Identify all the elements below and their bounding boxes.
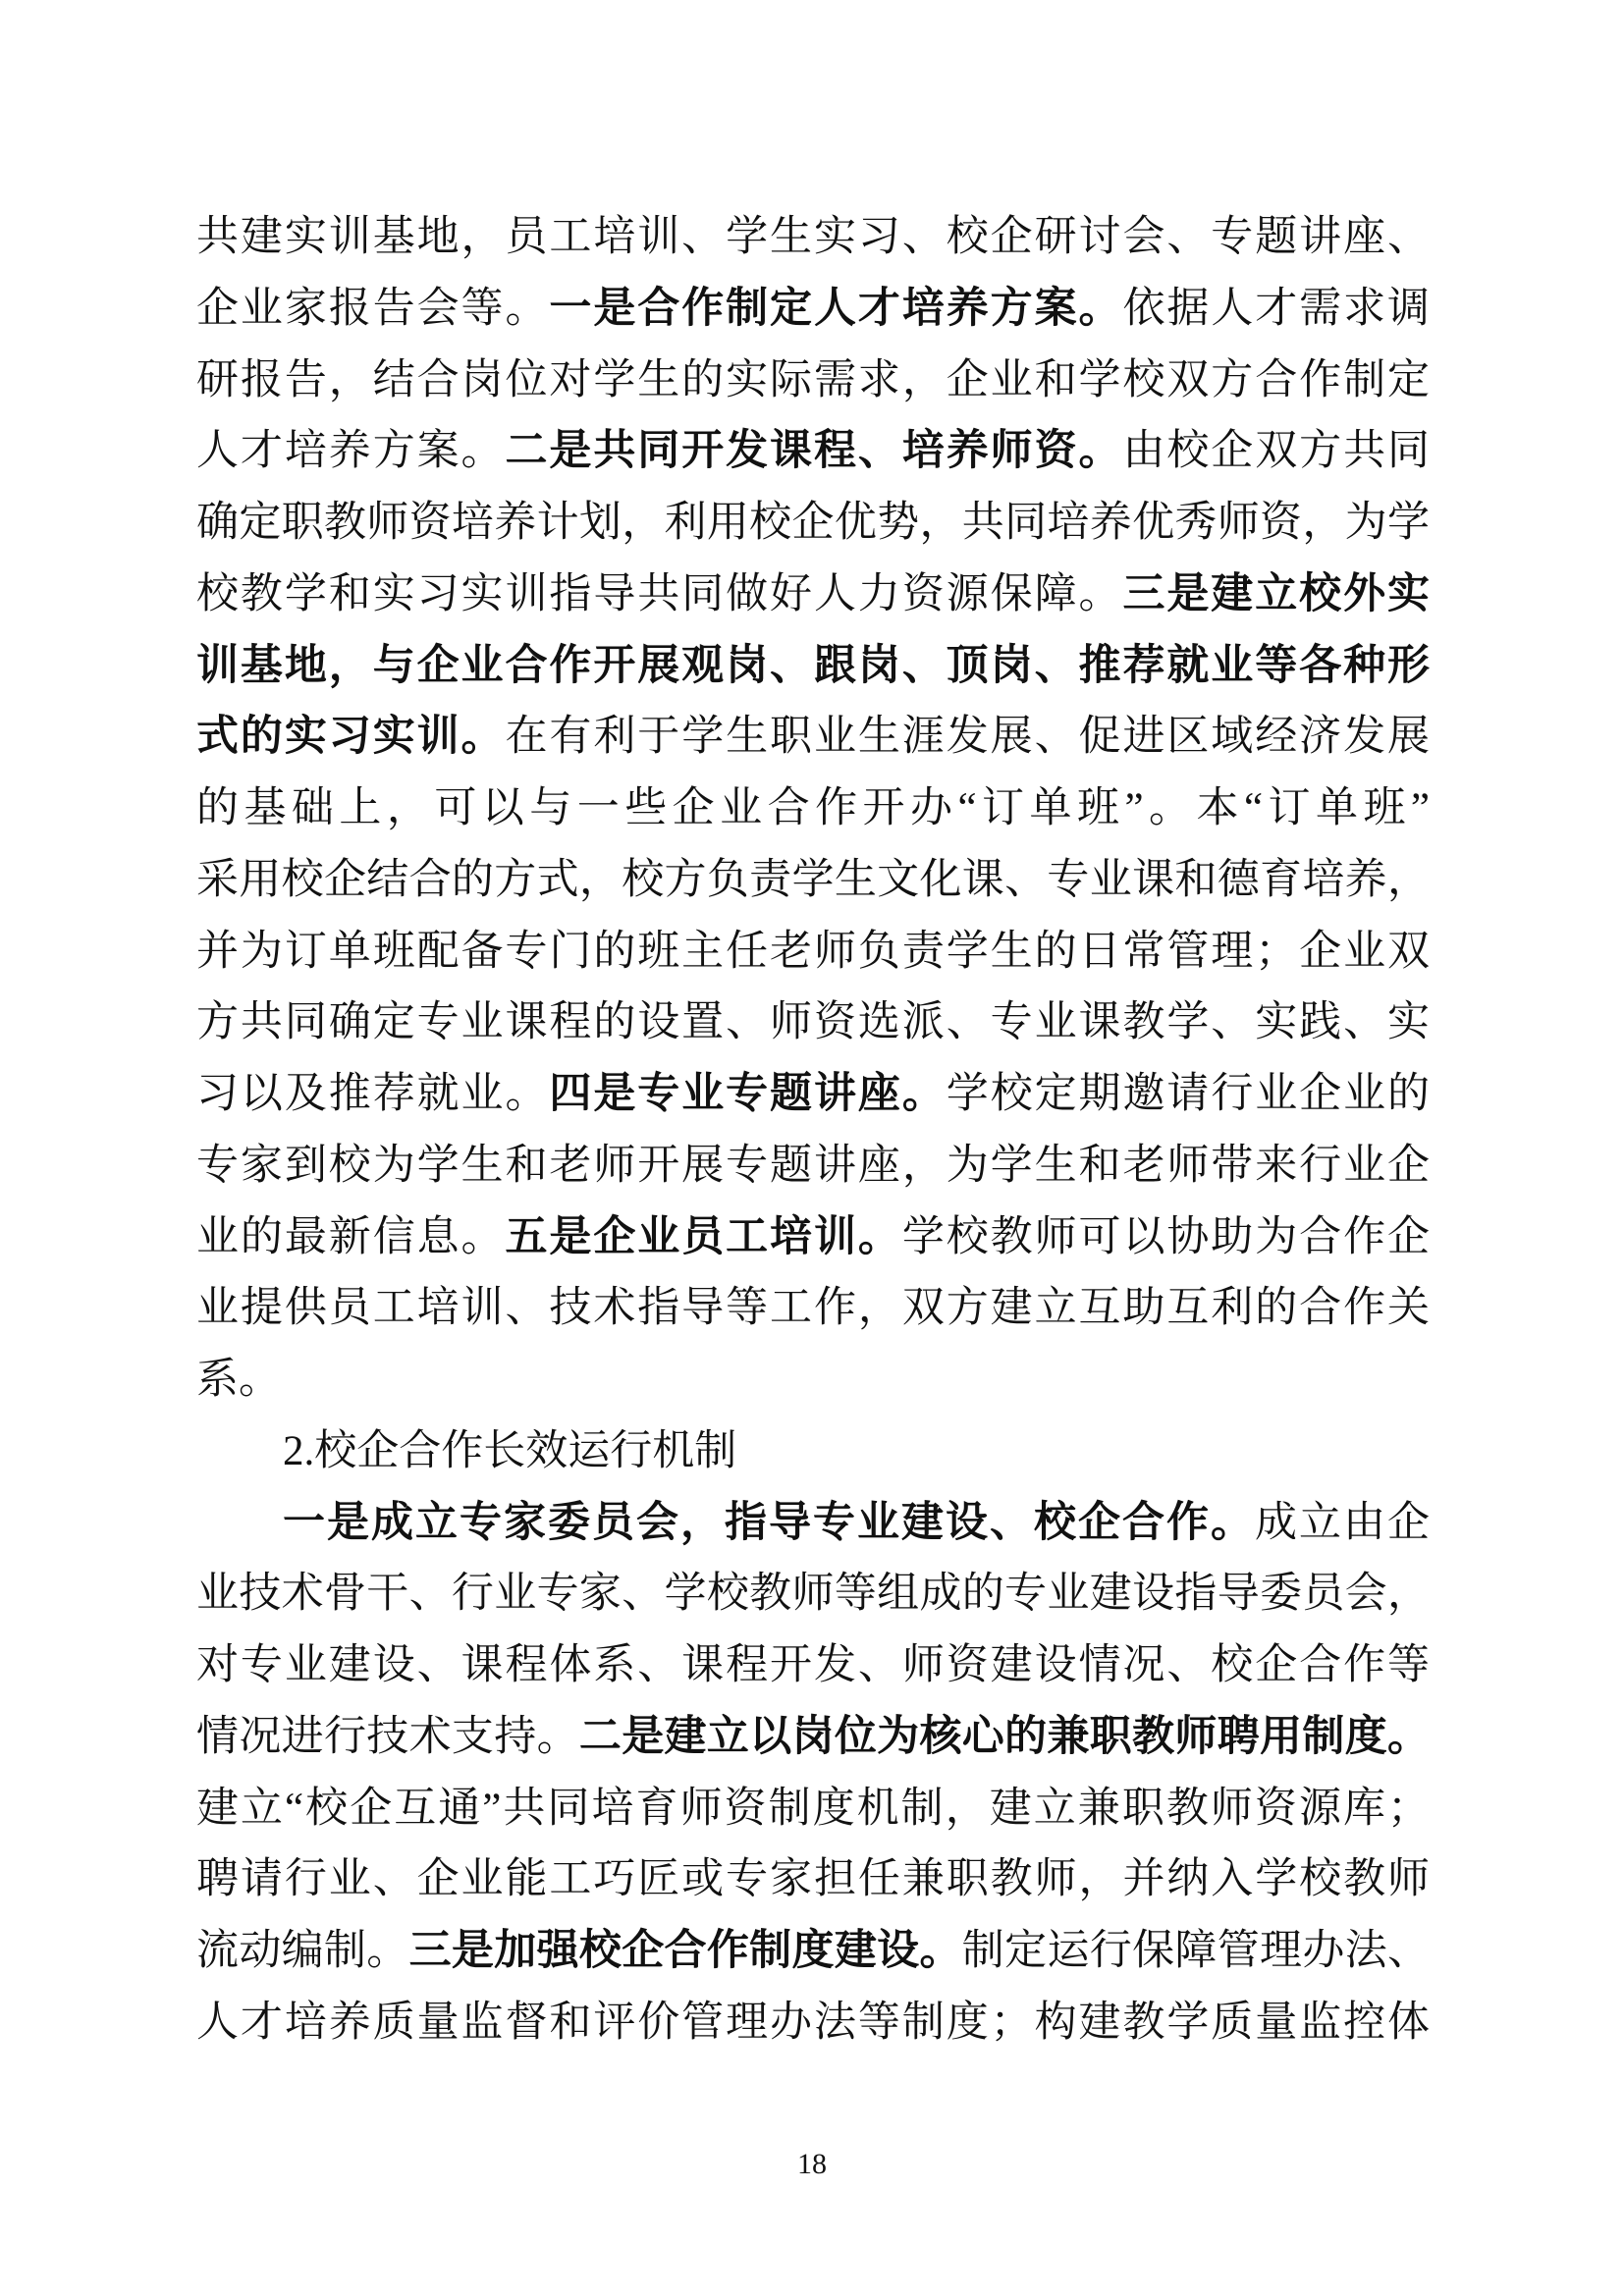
bold-text-run: 二是建立以岗位为核心的兼职教师聘用制度。	[578, 1713, 1430, 1760]
text-line	[196, 1273, 1430, 1345]
text-run: 研报告，结合岗位对学生的实际需求，企业和学校双方合作制定	[196, 356, 1430, 403]
text-line	[196, 416, 1430, 488]
text-run: 系。	[196, 1357, 281, 1403]
text-run: 在有利于学生职业生涯发展、促进区域经济发展	[505, 714, 1430, 761]
text-run: 采用校企结合的方式，校方负责学生文化课、专业课和德育培养，	[196, 856, 1430, 903]
text-line	[196, 774, 1430, 845]
text-run: 人才培养质量监督和评价管理办法等制度；构建教学质量监控体	[196, 1999, 1430, 2046]
text-line	[196, 1988, 1430, 2059]
bold-text-run: 三是加强校企合作制度建设。	[408, 1928, 962, 1974]
text-line	[196, 560, 1430, 631]
bold-text-run: 一是成立专家委员会，指导专业建设、校企合作。	[283, 1499, 1255, 1546]
text-run: 业的最新信息。	[196, 1213, 506, 1260]
text-line	[196, 1559, 1430, 1630]
text-run: 业技术骨干、行业专家、学校教师等组成的专业建设指导委员会，	[196, 1571, 1430, 1618]
text-line	[196, 488, 1430, 560]
text-run: 学校教师可以协助为合作企	[901, 1213, 1430, 1260]
text-run: 人才培养方案。	[196, 428, 506, 475]
text-run: 专家到校为学生和老师开展专题讲座，为学生和老师带来行业企	[196, 1142, 1430, 1189]
text-run: 由校企双方共同	[1122, 428, 1430, 475]
text-line	[196, 1844, 1430, 1916]
text-run: 共建实训基地，员工培训、学生实习、校企研讨会、专题讲座、	[196, 214, 1430, 260]
text-run: 企业家报告会等。	[196, 285, 550, 332]
text-run: 确定职教师资培养计划，利用校企优势，共同培养优秀师资，为学	[196, 500, 1430, 546]
text-line	[196, 1131, 1430, 1202]
text-line	[196, 702, 1430, 774]
text-line	[196, 1916, 1430, 1988]
text-line	[196, 202, 1430, 274]
bold-text-run: 四是专业专题讲座。	[549, 1071, 947, 1117]
text-run: 建立“校企互通”共同培育师资制度机制，建立兼职教师资源库；	[196, 1785, 1430, 1832]
text-line	[196, 1702, 1430, 1774]
text-run: 成立由企	[1255, 1499, 1430, 1546]
text-line	[196, 1630, 1430, 1702]
text-run: 情况进行技术支持。	[196, 1713, 579, 1760]
text-line	[196, 1059, 1430, 1131]
text-line	[196, 845, 1430, 917]
text-run: 对专业建设、课程体系、课程开发、师资建设情况、校企合作等	[196, 1642, 1430, 1688]
text-line	[196, 1488, 1430, 1560]
page-number: 18	[797, 2148, 827, 2180]
text-run: 方共同确定专业课程的设置、师资选派、专业课教学、实践、实	[196, 999, 1430, 1046]
bold-text-run: 一是合作制定人才培养方案。	[549, 285, 1123, 332]
text-run: 的基础上，可以与一些企业合作开办“订单班”。本“订单班”	[196, 785, 1430, 831]
text-line	[196, 1416, 1430, 1488]
text-run: 业提供员工培训、技术指导等工作，双方建立互助互利的合作关	[196, 1285, 1430, 1332]
bold-text-run: 五是企业员工培训。	[505, 1213, 902, 1260]
text-line	[196, 988, 1430, 1059]
text-line	[196, 274, 1430, 346]
text-run: 校教学和实习实训指导共同做好人力资源保障。	[196, 570, 1123, 617]
text-run: 流动编制。	[196, 1928, 409, 1974]
text-run: 制定运行保障管理办法、	[961, 1928, 1430, 1974]
text-block	[196, 202, 1430, 2059]
text-run: 2.校企合作长效运行机制	[283, 1427, 737, 1474]
text-line	[196, 1202, 1430, 1274]
bold-text-run: 三是建立校外实	[1122, 570, 1430, 617]
text-line	[196, 346, 1430, 417]
bold-text-run: 式的实习实训。	[196, 714, 506, 761]
text-run: 依据人才需求调	[1122, 285, 1430, 332]
bold-text-run: 二是共同开发课程、培养师资。	[505, 428, 1123, 475]
text-line	[196, 1345, 1430, 1416]
text-run: 并为订单班配备专门的班主任老师负责学生的日常管理；企业双	[196, 928, 1430, 975]
text-run: 聘请行业、企业能工巧匠或专家担任兼职教师，并纳入学校教师	[196, 1856, 1430, 1903]
bold-text-run: 训基地，与企业合作开展观岗、跟岗、顶岗、推荐就业等各种形	[196, 642, 1430, 689]
text-line	[196, 631, 1430, 703]
text-line	[196, 917, 1430, 988]
text-run: 学校定期邀请行业企业的	[946, 1071, 1430, 1117]
text-run: 习以及推荐就业。	[196, 1071, 550, 1117]
text-line	[196, 1774, 1430, 1845]
